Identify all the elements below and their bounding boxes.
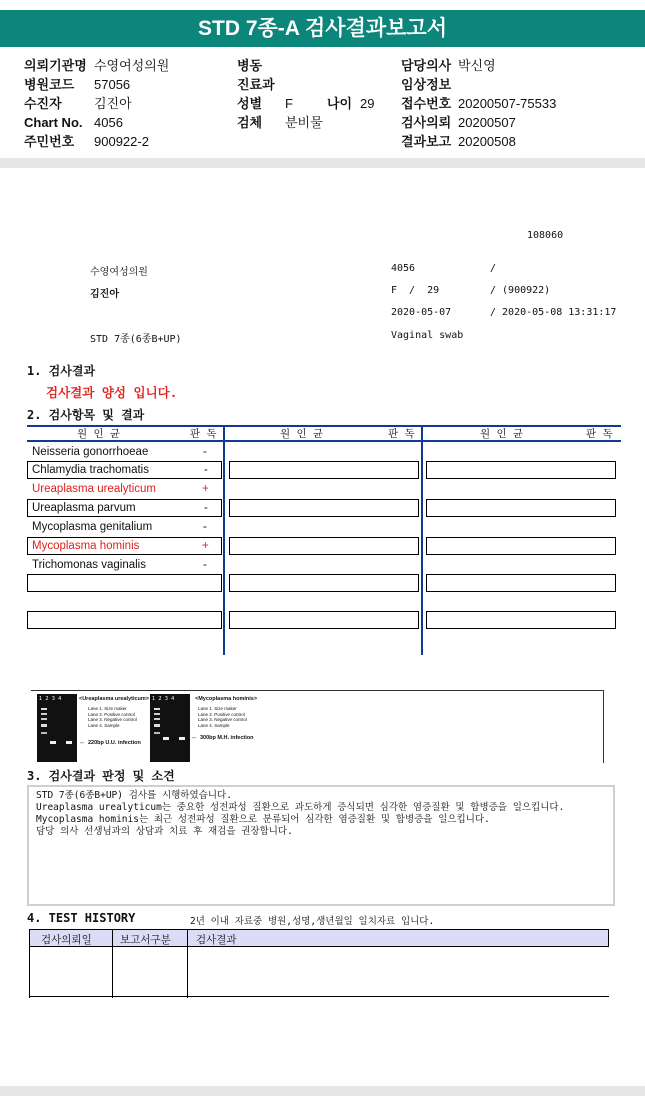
header-row — [237, 56, 374, 75]
history-table — [29, 929, 609, 998]
value-chart-no: 4056 — [94, 115, 123, 130]
label-department: 진료과 — [237, 77, 275, 92]
report-received: 2020-05-07 — [391, 307, 452, 318]
result-mark: + — [202, 483, 209, 495]
header-row — [401, 56, 556, 75]
history-note: 2년 이내 자료중 병원,성명,생년월일 일치자료 입니다. — [190, 916, 435, 927]
header-row — [24, 56, 169, 75]
header-row — [401, 113, 556, 132]
pathogen-name: Chlamydia trachomatis — [32, 464, 149, 476]
header-col-2 — [237, 56, 374, 132]
value-sex: F — [285, 96, 293, 111]
pathogen-name: Neisseria gonorrhoeae — [32, 446, 149, 458]
section-2-title: 2. 검사항목 및 결과 — [27, 408, 145, 422]
header-row — [24, 94, 169, 113]
report-title: STD 7종-A 검사결과보고서 — [0, 10, 645, 47]
legend-line: Lane 3. Negative control — [198, 717, 247, 722]
section-3-title: 3. 검사결과 판정 및 소견 — [27, 769, 175, 783]
gel-band — [66, 741, 72, 744]
empty-row — [426, 537, 616, 555]
header-row — [237, 94, 374, 113]
gel-band — [154, 724, 160, 727]
history-col-line — [112, 929, 113, 998]
gel-legend-right — [198, 706, 247, 728]
label-hospital-code: 병원코드 — [24, 77, 75, 92]
label-age: 나이 — [327, 96, 353, 111]
history-col-line — [187, 929, 188, 998]
section-divider — [0, 158, 645, 168]
report-id: 108060 — [527, 230, 564, 241]
report-hospital: 수영여성의원 — [90, 267, 148, 278]
label-patient: 수진자 — [24, 96, 62, 111]
value-patient: 김진아 — [94, 96, 132, 111]
gel-arrow-left: 220bp U.U. infection — [88, 740, 141, 746]
gel-image-right — [150, 694, 190, 762]
label-resident-no: 주민번호 — [24, 134, 75, 149]
findings-line: 담당 의사 선생님과의 상담과 치료 후 재검을 권장합니다. — [36, 826, 293, 837]
gel-lanes: 1 2 3 4 — [152, 696, 175, 702]
gel-image-left — [37, 694, 77, 762]
value-doctor: 박신영 — [458, 58, 496, 73]
label-request-date: 검사의뢰 — [401, 115, 452, 130]
empty-row — [27, 574, 222, 592]
pathogen-name: Mycoplasma genitalium — [32, 521, 153, 533]
gel-legend-left — [88, 706, 137, 728]
history-header — [29, 929, 609, 947]
bottom-divider — [0, 1086, 645, 1096]
header-col-1 — [24, 56, 169, 151]
gel-band — [154, 732, 160, 734]
history-col-header: 검사결과 — [196, 934, 237, 946]
result-mark: - — [204, 502, 208, 514]
value-specimen: 분비물 — [285, 115, 323, 130]
arrow-icon: ← — [191, 734, 198, 741]
findings-line: STD 7종(6종B+UP) 검사를 시행하였습니다. — [36, 790, 232, 801]
gel-band — [41, 718, 47, 720]
value-request-date: 20200507 — [458, 115, 516, 130]
result-mark: - — [204, 464, 208, 476]
header-col-3 — [401, 56, 556, 151]
gel-band — [41, 713, 47, 715]
report-birth: / (900922) — [490, 285, 551, 296]
label-specimen: 검체 — [237, 115, 263, 130]
report-chart: 4056 — [391, 263, 416, 274]
header-info — [0, 54, 645, 152]
history-col-header: 보고서구분 — [120, 934, 171, 946]
empty-row — [229, 611, 419, 629]
pathogen-name: Mycoplasma hominis — [32, 540, 140, 552]
findings-box — [27, 785, 615, 906]
gel-band — [154, 708, 160, 710]
history-col-line — [29, 929, 30, 998]
empty-row — [426, 611, 616, 629]
header-row — [401, 75, 556, 94]
result-mark: + — [202, 540, 209, 552]
col-header-judge: 판 독 — [388, 428, 415, 440]
findings-line: Ureaplasma urealyticum는 중요한 성전파성 질환으로 과도하게 증식되면 심각한 염증질환 및 합병증을 일으킵니다. — [36, 802, 565, 813]
table-row — [32, 521, 222, 538]
empty-row — [426, 461, 616, 479]
table-divider — [223, 425, 225, 655]
table-row — [27, 537, 222, 555]
report-sex-age: F / 29 — [391, 285, 440, 296]
table-divider — [421, 425, 423, 655]
table-row — [27, 461, 222, 479]
legend-line: Lane 1. Size maker — [198, 706, 237, 711]
results-rows — [27, 443, 223, 655]
header-row — [24, 132, 169, 151]
label-doctor: 담당의사 — [401, 58, 452, 73]
empty-row — [229, 499, 419, 517]
value-hospital-code: 57056 — [94, 77, 131, 92]
header-row — [24, 113, 169, 132]
report-test: STD 7종(6종B+UP) — [90, 334, 182, 345]
value-report-date: 20200508 — [458, 134, 516, 149]
section-1-title: 1. 검사결과 — [27, 364, 96, 378]
value-age: 29 — [360, 96, 375, 111]
report-specimen: Vaginal swab — [391, 330, 464, 341]
gel-lanes: 1 2 3 4 — [39, 696, 62, 702]
result-mark: - — [203, 446, 207, 458]
gel-band — [41, 708, 47, 710]
empty-row — [27, 611, 222, 629]
col-header-pathogen: 원 인 균 — [77, 428, 121, 440]
label-report-date: 결과보고 — [401, 134, 452, 149]
findings-line: Mycoplasma hominis는 최근 성전파성 질환으로 분류되어 심각한 염증질환 및 합병증을 일으킵니다. — [36, 814, 490, 825]
legend-line: Lane 4. Sample — [198, 722, 230, 728]
report-patient: 김진아 — [90, 289, 119, 300]
col-header-judge: 판 독 — [586, 428, 613, 440]
label-chart-no: Chart No. — [24, 115, 83, 130]
table-row — [27, 499, 222, 517]
value-resident-no: 900922-2 — [94, 134, 149, 149]
legend-line: Lane 4. Sample — [88, 722, 120, 728]
gel-band — [50, 741, 56, 744]
pathogen-name: Ureaplasma parvum — [32, 502, 136, 514]
value-clinic: 수영여성의원 — [94, 58, 170, 73]
pathogen-name: Ureaplasma urealyticum — [32, 483, 156, 495]
gel-band — [41, 732, 47, 734]
value-receipt-no: 20200507-75533 — [458, 96, 557, 111]
gel-band — [163, 737, 169, 740]
label-sex: 성별 — [237, 96, 263, 111]
label-clinical-info: 임상정보 — [401, 77, 452, 92]
report-reported: / 2020-05-08 13:31:17 — [490, 307, 617, 318]
label-clinic: 의뢰기관명 — [24, 58, 87, 73]
gel-band — [179, 737, 185, 740]
empty-row — [229, 537, 419, 555]
section-1-result: 검사결과 양성 입니다. — [46, 385, 178, 400]
header-row — [237, 75, 374, 94]
gel-arrow-right: 300bp M.H. infection — [200, 735, 254, 741]
arrow-icon: ← — [79, 739, 86, 746]
legend-line: Lane 3. Negative control — [88, 717, 137, 722]
result-mark: - — [203, 521, 207, 533]
col-header-judge: 판 독 — [190, 428, 217, 440]
header-row — [401, 132, 556, 151]
pathogen-name: Trichomonas vaginalis — [32, 559, 146, 571]
report-slash: / — [490, 263, 497, 274]
gel-title-right: <Mycoplasma hominis> — [195, 696, 258, 702]
legend-line: Lane 2. Positive control — [198, 711, 245, 717]
table-row — [32, 483, 222, 500]
label-receipt-no: 접수번호 — [401, 96, 452, 111]
empty-row — [426, 499, 616, 517]
gel-band — [41, 724, 47, 727]
legend-line: Lane 2. Positive control — [88, 711, 135, 717]
legend-line: Lane 1. Size maker — [88, 706, 127, 711]
history-col-header: 검사의뢰일 — [41, 934, 92, 946]
label-ward: 병동 — [237, 58, 263, 73]
section-4-title: 4. TEST HISTORY — [27, 911, 136, 925]
empty-row — [426, 574, 616, 592]
empty-row — [229, 574, 419, 592]
gel-band — [154, 713, 160, 715]
header-row — [237, 113, 374, 132]
result-mark: - — [203, 559, 207, 571]
col-header-pathogen: 원 인 균 — [280, 428, 324, 440]
results-table — [27, 423, 621, 655]
empty-row — [229, 461, 419, 479]
header-row — [24, 75, 169, 94]
header-row — [401, 94, 556, 113]
gel-title-left: <Ureaplasma urealyticum> — [79, 696, 150, 702]
col-header-pathogen: 원 인 균 — [480, 428, 524, 440]
history-bottom-line — [29, 996, 609, 997]
gel-band — [154, 718, 160, 720]
